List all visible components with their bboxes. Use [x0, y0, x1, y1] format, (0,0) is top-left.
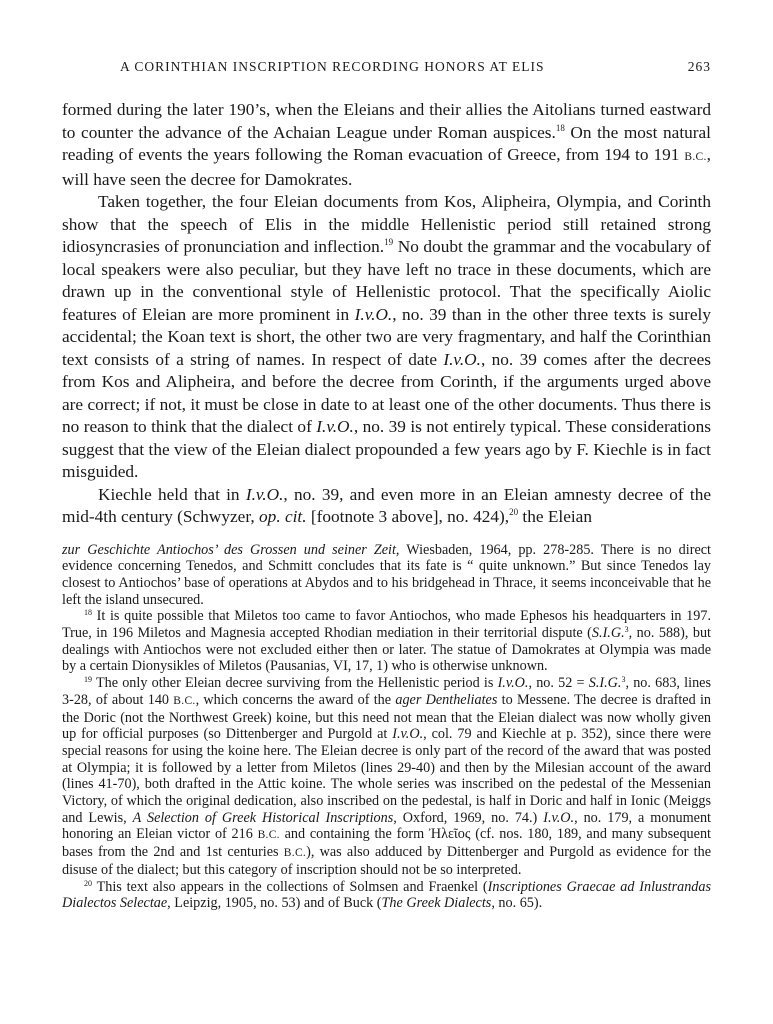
- footnote-number: 20: [84, 878, 92, 888]
- footnote-number: 19: [84, 675, 92, 685]
- footnote-continuation: zur Geschichte Antiochos’ des Grossen und seiner Zeit, Wiesbaden, 1964, pp. 278-285. There is no direct evidence concerning Tenedos, and Schmitt concludes that its fate is “ quite unknown.” But since Tenedos lay closest to Antiochos’ base of operations at Abydos and to his bridgehead in Thrace, it seems inconceivable that he left the island unsecured.: [62, 541, 711, 608]
- ivo-citation: I.v.O.: [443, 349, 481, 369]
- page: [62, 58, 711, 912]
- footnote-ref-20: 20: [509, 507, 519, 517]
- paragraph-3: Kiechle held that in I.v.O., no. 39, and even more in an Eleian amnesty decree of the mid-4th century (Schwyzer, op. cit. [footnote 3 above], no. 424),$^{20}$ the Eleian: [62, 484, 712, 526]
- footnote-18: $^{18}$ It is quite possible that Miletos too came to favor Antiochos, who made Ephesos his headquarters in 197. True, in 196 Miletos and Magnesia accepted Rhodian mediation in their territorial dispute (S.I.G.$^3$, no. 588), but dealings with Antiochos were not excluded either then or later. The statue of Damokrates at Olympia was made by a certain Dionysikles of Miletos (Pausanias, VI, 17, 1) who is otherwise unknown.: [62, 608, 711, 675]
- footnote-19: $^{19}$ The only other Eleian decree surviving from the Hellenistic period is I.v.O., no. 52 = S.I.G.$^3$, no. 683, lines 3-28, of about 140 B.C., which concerns the award of the ager Dentheliates to Messene. The decree is drafted in the Doric (not the Northwest Greek) koine, but this need not mean that the Eleian dialect was now wholly given up for official purposes (so Dittenberger and Purgold at I.v.O., col. 79 and Kiechle at p. 352), since there were special reasons for using the koine here. The Eleian decree is only part of the record of the award that was posted at Olympia; it is followed by a letter from Miletos (lines 29-40) and then by the Milesian account of the award (lines 41-70), both drafted in the Attic koine. The whole series was inscribed on the pedestal of the Messenian Victory, of which the original dedication, also inscribed on the pedestal, is half in Doric and half in Ionic (Meiggs and Lewis, A Selection of Greek Historical Inscriptions, Oxford, 1969, no. 74.) I.v.O., no. 179, a monument honoring an Eleian victor of 216 B.C. and containing the form Ἠλεῖος (cf. nos. 180, 189, and many subsequent bases from the 2nd and 1st centuries B.C.), was also adduced by Dittenberger and Purgold as evidence for the disuse of the dialect; but this category of inscription should not be so interpreted.: [62, 675, 712, 878]
- ivo-citation: I.v.O.: [316, 417, 354, 436]
- ivo-citation: I.v.O.: [245, 484, 284, 504]
- page-number: 263: [687, 59, 711, 74]
- greek-word: Ἠλεῖος: [428, 826, 471, 843]
- bc-abbrev: B.C.: [684, 151, 707, 163]
- running-head: [62, 58, 711, 76]
- body-text: [62, 99, 711, 529]
- footnote-number: 18: [84, 608, 92, 618]
- footnote-ref-18: 18: [555, 122, 565, 133]
- footnote-20: $^{20}$ This text also appears in the collections of Solmsen and Fraenkel (Inscriptiones Graecae ad Inlustrandas Dialectos Selectae, Leipzig, 1905, no. 53) and of Buck (The Greek Dialects, no. 65).: [62, 878, 711, 912]
- footnote-ref-19: 19: [384, 237, 394, 247]
- op-cit: op. cit.: [259, 507, 307, 526]
- footnotes: [62, 542, 711, 912]
- paragraph-2: Taken together, the four Eleian documents from Kos, Alipheira, Olympia, and Corinth show that the speech of Elis in the middle Hellenistic period still retained strong idiosyncrasies of pronunciation and inflection.$^{19}$ No doubt the grammar and the vocabulary of local speakers were also peculiar, but they have left no trace in these documents, which are drawn up in the conventional style of Hellenistic protocol. That the specifically Aiolic features of Eleian are more prominent in I.v.O., no. 39 than in the other three texts is surely accidental; the Koan text is short, the other two are very fragmentary, and half the Corinthian text consists of a string of names. In respect of date I.v.O., no. 39 comes after the decrees from Kos and Alipheira, and before the decree from Corinth, if the arguments urged above are correct; if not, it must be close in date to at least one of the other documents. Thus there is no reason to think that the dialect of I.v.O., no. 39 is not entirely typical. These considerations suggest that the view of the Eleian dialect propounded a few years ago by F. Kiechle is in fact misguided.: [62, 192, 712, 481]
- running-title: A CORINTHIAN INSCRIPTION RECORDING HONORS AT ELIS: [120, 59, 545, 74]
- paragraph-1: formed during the later 190’s, when the Eleians and their allies the Aitolians turned eastward to counter the advance of the Achaian League under Roman auspices.$^{18}$ On the most natural reading of events the years following the Roman evacuation of Greece, from 194 to 191 B.C., will have seen the decree for Damokrates.: [62, 100, 711, 189]
- ivo-citation: I.v.O.: [354, 304, 393, 324]
